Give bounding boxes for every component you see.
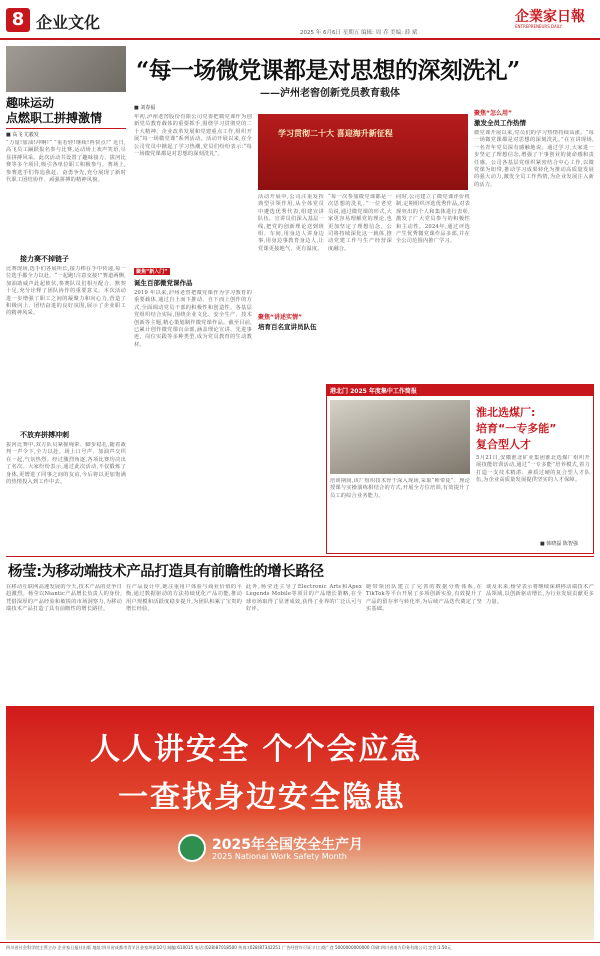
main-sub1: 诞生百部微党课作品	[134, 279, 193, 287]
left-sub-1: 接力赛不掉链子	[20, 255, 69, 263]
left-body-2: 比赛现场,选手们各展所长,接力棒在手中传递,每一位选手都全力以赴。“一起跑!注意交接!”赛道两侧,加油助威声此起彼伏,参赛队员们相互配合、默契十足,充分诠释了团队协作的重要意义。本次活动进一步增强了职工之间的凝聚力和向心力,营造了积极向上、团结奋进的良好氛围,展示了企业职工的精神风采。	[6, 266, 126, 317]
feature-title-1: 淮北选煤厂:	[476, 406, 536, 419]
main-sub3: 激发全员工作热情	[474, 119, 526, 127]
left-body-3: 拔河比赛中,双方队员紧握绳索、脚步稳扎,随着裁判一声令下,全力以赴。场上口号声、加油声交织在一起,气氛热烈。经过激烈角逐,各项比赛均决出了名次。大家纷纷表示,通过此次活动,不仅锻炼了身体,更增进了同事之间的友谊,今后将以更加饱满的热情投入到工作中去。	[6, 442, 126, 486]
banner-slogan-2: 一查找身边安全隐患	[118, 780, 406, 815]
main-body-1: 年初,泸州老窖股份有限公司党委把微党课作为创新党员教育载体的重要抓手,围绕学习贯彻党的二十大精神、企业改革发展和党建重点工作,组织开展“每一场微党课”系列活动。活动开展以来,在全公司党员中掀起了学习热潮,党员们纷纷表示:“每一场微党课都是对思想的深刻洗礼”。	[134, 114, 252, 158]
feature-title-3: 复合型人才	[476, 438, 531, 451]
feature-body: 5月21日,安徽淮北矿业集团淮北选煤厂组织开展技能培训活动,通过“一专多能”培养模式,着力打造一支技术精湛、素质过硬的复合型人才队伍,为企业高质量发展提供坚实的人才保障。	[476, 455, 590, 484]
main-sub2: 培育百名宣讲员队伍	[258, 323, 317, 331]
bottom-body-5: 谈及未来,杨莹表示将继续深耕移动端技术产品领域,以创新驱动增长,为行业发展贡献更多力量。	[486, 584, 594, 605]
feature-photo	[330, 400, 470, 474]
party-event-photo	[258, 114, 468, 190]
feature-tag: 港北门 2025 年度集中工作简报	[330, 388, 417, 395]
main-sub2-tag: 聚焦“讲述实情”	[258, 314, 302, 321]
safety-month-emblem	[178, 834, 206, 862]
banner-badge: 2025年全国安全生产月	[212, 837, 363, 853]
bottom-divider	[6, 556, 594, 557]
main-body-2: 2019 年以来,泸州老窖把微党课作为学习教育的重要载体,通过自上而下推动、自下而上创作的方式,全面调动党员干部的积极性和创造性。各基层党组织结合实际,围绕企业文化、安全生产、技术创新等主题,精心策划制作微党课作品。截至目前,已累计创作微党课百余部,涵盖理论宣讲、先进事迹、岗位实践等多种类型,成为党员教育的生动教材。	[134, 290, 252, 348]
feature-title-2: 培育“一专多能”	[476, 422, 557, 435]
footer-divider	[0, 942, 600, 943]
event-banner-text: 学习贯彻二十大 喜迎海升新征程	[278, 129, 393, 138]
divider	[6, 128, 126, 129]
left-title-1: 趣味运动	[6, 96, 55, 110]
banner-slogan-1: 人人讲安全 个个会应急	[90, 732, 423, 767]
main-subheadline: ——泸州老窖创新党员教育载体	[260, 88, 400, 99]
bottom-body-4: 她带领团队建立了完善的数据分析体系,在TikTok等平台开展了多项创新实验,有效提升了产品的留存率与转化率,为后续产品迭代奠定了坚实基础。	[366, 584, 482, 613]
section-title: 企业文化	[36, 13, 101, 32]
newspaper-logo-en: ENTREPRENEURS DAILY	[515, 24, 563, 29]
left-sub-2: 不放弃拼搏冲刺	[20, 431, 69, 439]
newspaper-logo: 企業家日報	[515, 9, 585, 25]
footer-imprint: 四川省社会科学院主管主办 企业家日报社出版 地址:四川省成都市青羊区金家坝街10号 邮编:610015 电话:(028)87018500 传真:(028)87342251 广告经营许可证:川工商广登 5000000000000 印刷:四川省南方印务有限公司 定价:1.50元	[6, 945, 452, 950]
banner-badge-en: 2025 National Work Safety Month	[212, 852, 347, 861]
left-title-2: 点燃职工拼搏激情	[6, 111, 103, 125]
feature-body-2: 培训期间,该厂组织技术骨干深入现场,采取“师带徒”、理论授课与实操演练相结合的方式,开展全方位培训,有效提升了员工的综合业务能力。	[330, 478, 470, 499]
page-number: 8	[6, 8, 30, 32]
main-body-3: 活动开展中,公司注重发挥典型引领作用,从全体党员中遴选优秀代表,组建宣讲队伍。宣讲员们深入基层一线,把党的创新理论送到班组、车间,用身边人讲身边事,用身边事教育身边人,让党课更接地气、更有温度。	[258, 194, 324, 252]
main-sub1-tag: 聚焦“新入门”	[136, 269, 168, 275]
feature-byline: ■ 韩晓磊 陈智强	[540, 541, 578, 547]
main-body-5: 同时,公司建立了微党课评价机制,定期组织评选优秀作品,对表现突出的个人和集体进行表彰,激发了广大党员参与的积极性和主动性。2024年,通过评选产生优秀微党课作品多部,并在全公司范围内推广学习。	[396, 194, 470, 245]
right-body-1: 微党课开展以来,党员们的学习热情持续高涨。“每一场微党课都是对思想的深刻洗礼。”在宣讲现场,一名青年党员深有感触地说。通过学习,大家进一步坚定了理想信念,增强了干事创业的使命感和责任感。公司各基层党组织紧密结合中心工作,以微党课为纽带,推动学习成果转化为推动高质量发展的强大动力,激发全员工作热情,为企业发展注入新的活力。	[474, 130, 594, 188]
left-body-1: “力量!加油!冲啊!” “重若轻!继续!再快点!” 近日,高飞员工踊跃报名参与比赛,运动场上欢声笑语,尽显拼搏风采。此次活动共设置了趣味接力、拔河比赛等多个项目,吸引各单位职工积极参与。赛场上,参赛选手们你追我赶、奋勇争先,充分展现了新时代职工团结协作、顽强拼搏的精神风貌。	[6, 140, 126, 184]
left-byline: ■ 高飞 尤毅发	[6, 132, 39, 138]
bottom-headline: 杨莹:为移动端技术产品打造具有前瞻性的增长路径	[8, 564, 324, 580]
issue-date: 2025 年 6月6日 星期五 编辑: 周 乔 美编: 薛 斌	[300, 30, 418, 36]
bottom-body-2: 在产品设计中,她注重用户体验与商业价值的平衡,通过数据驱动的方法持续优化产品功能,推动用户规模和活跃度稳步提升,为团队积累了宝贵的增长经验。	[126, 584, 242, 613]
main-sub3-tag: 聚焦“怎么用”	[474, 110, 512, 117]
bottom-body-3: 此外,杨莹还主导了Electronic Arts和Apex Legends Mobile等项目的产品增长策略,在全球市场取得了显著成效,获得了业界的广泛认可与好评。	[246, 584, 362, 613]
main-body-4: “每一次参加微党课都是一次思想的洗礼。”一位老党员说,通过微党课的形式,大家更容易理解党的理论,也更加坚定了理想信念。公司将持续深化这一载体,推动党建工作与生产经营深度融合。	[328, 194, 392, 252]
bottom-body-1: 在移动互联网高速发展的今天,技术产品的竞争日趋激烈。杨莹以Niantic产品增长负责人的身份,凭借深厚的产品经验和敏锐的市场洞察力,为移动端技术产品打造了具有前瞻性的增长路径。	[6, 584, 122, 613]
main-byline: ■ 刘春福	[134, 105, 156, 111]
main-headline: “每一场微党课都是对思想的深刻洗礼”	[136, 57, 520, 84]
sports-photo	[6, 46, 126, 92]
